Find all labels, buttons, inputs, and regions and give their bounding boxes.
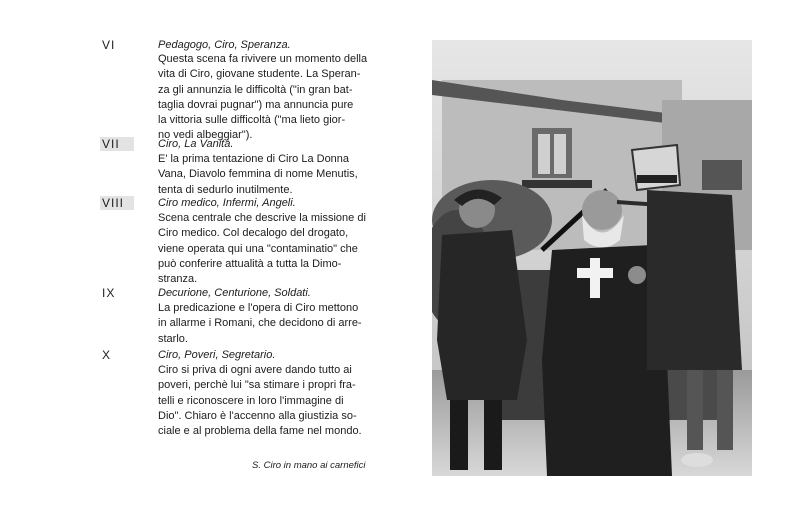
scene-numeral: VI <box>102 38 116 52</box>
text-line: la vittoria sulle difficoltà ("ma lieto gior- <box>158 114 346 127</box>
photo-caption: S. Ciro in mano ai carnefici <box>252 460 366 471</box>
scene-title: Ciro medico, Infermi, Angeli. <box>158 197 296 209</box>
scene-title: Ciro, La Vanità. <box>158 138 234 150</box>
scene-numeral: X <box>102 348 112 362</box>
text-line: tenta di sedurlo inutilmente. <box>158 183 293 196</box>
scene-numeral: IX <box>102 286 116 300</box>
text-line: poveri, perchè lui "sa stimare i propri fra- <box>158 379 356 392</box>
text-line: vita di Ciro, giovane studente. La Speran- <box>158 68 361 81</box>
scene-description <box>158 152 390 198</box>
text-line: Vana, Diavolo femmina di nome Menutis, <box>158 168 358 181</box>
text-line: Scena centrale che descrive la missione di <box>158 212 366 224</box>
scene-title: Pedagogo, Ciro, Speranza. <box>158 39 291 51</box>
text-line: Ciro si priva di ogni avere dando tutto ai <box>158 364 352 376</box>
text-line: starlo. <box>158 332 188 345</box>
scene-description <box>158 211 390 287</box>
text-line: taglia dovrai pugnar") ma annuncia pure <box>158 98 354 111</box>
text-line: può conferire attualità a tutta la Dimo- <box>158 257 342 270</box>
scene-numeral: VII <box>100 137 134 151</box>
text-line: za gli annunzia le difficoltà ("in gran bat- <box>158 83 353 96</box>
scene-description <box>158 301 390 347</box>
scene-description <box>158 363 390 439</box>
scene-photograph <box>432 40 752 476</box>
text-line: La predicazione e l'opera di Ciro mettono <box>158 302 359 314</box>
text-line: Dio". Chiaro è l'accenno alla giustizia so- <box>158 409 357 422</box>
text-line: no vedi albeggiar"). <box>158 129 253 142</box>
text-line: E' la prima tentazione di Ciro La Donna <box>158 153 350 165</box>
scene-numeral: VIII <box>100 196 134 210</box>
text-line: in allarme i Romani, che decidono di arre- <box>158 317 362 330</box>
text-line: viene operata qui una "contaminatio" che <box>158 242 358 255</box>
text-line: stranza. <box>158 273 198 286</box>
scene-description <box>158 52 390 144</box>
photograph-illustration <box>432 40 752 476</box>
text-line: telli e riconoscere in loro l'immagine di <box>158 394 344 407</box>
scene-title: Ciro, Poveri, Segretario. <box>158 349 276 361</box>
text-line: Ciro medico. Col decalogo del drogato, <box>158 227 349 240</box>
text-line: ciale e al problema della fame nel mondo. <box>158 425 362 438</box>
scene-title: Decurione, Centurione, Soldati. <box>158 287 311 299</box>
text-line: Questa scena fa rivivere un momento della <box>158 53 368 65</box>
